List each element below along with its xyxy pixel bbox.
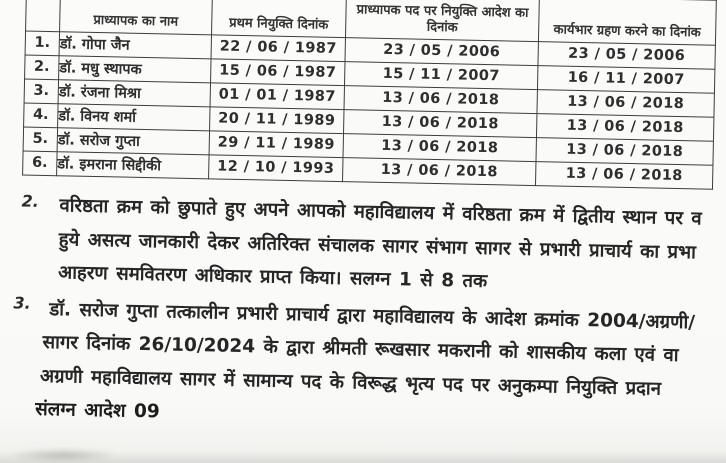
charge-assumption-cell: 23 / 05 / 2006 — [538, 42, 715, 70]
paragraph-2-line-3: आहरण समवितरण अधिकार प्राप्त किया। सलग्न 1 से 8 तक — [57, 262, 488, 293]
serial-cell: 6. — [23, 151, 57, 176]
charge-assumption-cell: 13 / 06 / 2018 — [536, 138, 713, 166]
body-text — [0, 188, 726, 444]
principal-order-cell: 13 / 06 / 2018 — [344, 86, 537, 114]
paragraph-3-number: 3. — [13, 292, 31, 313]
first-appointment-cell: 15 / 06 / 1987 — [211, 59, 345, 86]
paragraph-2 — [0, 188, 726, 307]
col-header-first-appointment: प्रथम नियुक्ति दिनांक — [212, 0, 347, 38]
first-appointment-cell: 29 / 11 / 1989 — [209, 131, 343, 158]
first-appointment-cell: 20 / 11 / 1989 — [210, 107, 344, 134]
name-cell: डॉ. मधु स्थापक — [59, 56, 211, 83]
scan-smudge — [8, 448, 118, 462]
name-cell: डॉ. गोपा जैन — [59, 32, 211, 59]
paragraph-2-line-2: हुये असत्य जानकारी देकर अतिरिक्त संचालक सागर संभाग सागर से प्रभारी प्राचार्य का प्रभा — [58, 228, 697, 263]
name-cell: डॉ. विनय शर्मा — [58, 104, 210, 131]
principal-order-cell: 23 / 05 / 2006 — [345, 38, 538, 66]
name-cell: डॉ. सरोज गुप्ता — [57, 128, 209, 155]
col-header-principal-order: प्राध्यापक पद पर नियुक्ति आदेश का दिनांक — [345, 0, 539, 42]
first-appointment-cell: 01 / 01 / 1987 — [210, 83, 344, 110]
seniority-table — [22, 0, 717, 190]
serial-cell: 1. — [25, 31, 59, 56]
principal-order-cell: 15 / 11 / 2007 — [345, 62, 538, 90]
paragraph-3-line-2: सागर दिनांक 26/10/2024 के द्वारा श्रीमती रूखसार मकरानी को शासकीय कला एवं वा — [42, 331, 679, 367]
name-cell: डॉ. रंजना मिश्रा — [58, 80, 210, 107]
name-cell: डॉ. इमराना सिद्दीकी — [57, 152, 209, 179]
first-appointment-cell: 12 / 10 / 1993 — [209, 155, 343, 182]
charge-assumption-cell: 13 / 06 / 2018 — [537, 90, 714, 118]
serial-cell: 4. — [24, 103, 58, 128]
col-header-charge-assumption: कार्यभार ग्रहण करने का दिनांक — [538, 0, 716, 45]
col-header-professor-name: प्राध्यापक का नाम — [60, 0, 213, 35]
principal-order-cell: 13 / 06 / 2018 — [344, 110, 537, 138]
paragraph-2-number: 2. — [21, 191, 39, 211]
serial-cell: 5. — [23, 127, 57, 152]
scan-edge-shadow — [0, 451, 726, 463]
col-header-serial — [26, 0, 61, 32]
paragraph-3-line-3: अग्रणी महाविद्यालय सागर में सामान्य पद के विरूद्ध भृत्य पद पर अनुकम्पा नियुक्ति प्रदान — [39, 365, 662, 400]
charge-assumption-cell: 13 / 06 / 2018 — [536, 114, 713, 142]
attachment-order-line: संलग्न आदेश 09 — [35, 398, 160, 423]
principal-order-cell: 13 / 06 / 2018 — [343, 158, 536, 186]
paragraph-3-line-1: डॉ. सरोज गुप्ता तत्कालीन प्रभारी प्राचार्य द्वारा महाविद्यालय के आदेश क्रमांक 2004/अग्रणी/ — [49, 298, 696, 333]
charge-assumption-cell: 16 / 11 / 2007 — [537, 66, 714, 94]
first-appointment-cell: 22 / 06 / 1987 — [211, 35, 345, 62]
charge-assumption-cell: 13 / 06 / 2018 — [535, 162, 712, 190]
serial-cell: 3. — [24, 79, 58, 104]
principal-order-cell: 13 / 06 / 2018 — [343, 134, 536, 162]
paragraph-2-line-1: वरिष्ठता क्रम को छुपाते हुए अपने आपको महाविद्यालय में वरिष्ठता क्रम में द्वितीय स्थान पर व — [59, 195, 702, 230]
serial-cell: 2. — [25, 55, 59, 80]
paragraph-3 — [0, 291, 726, 443]
